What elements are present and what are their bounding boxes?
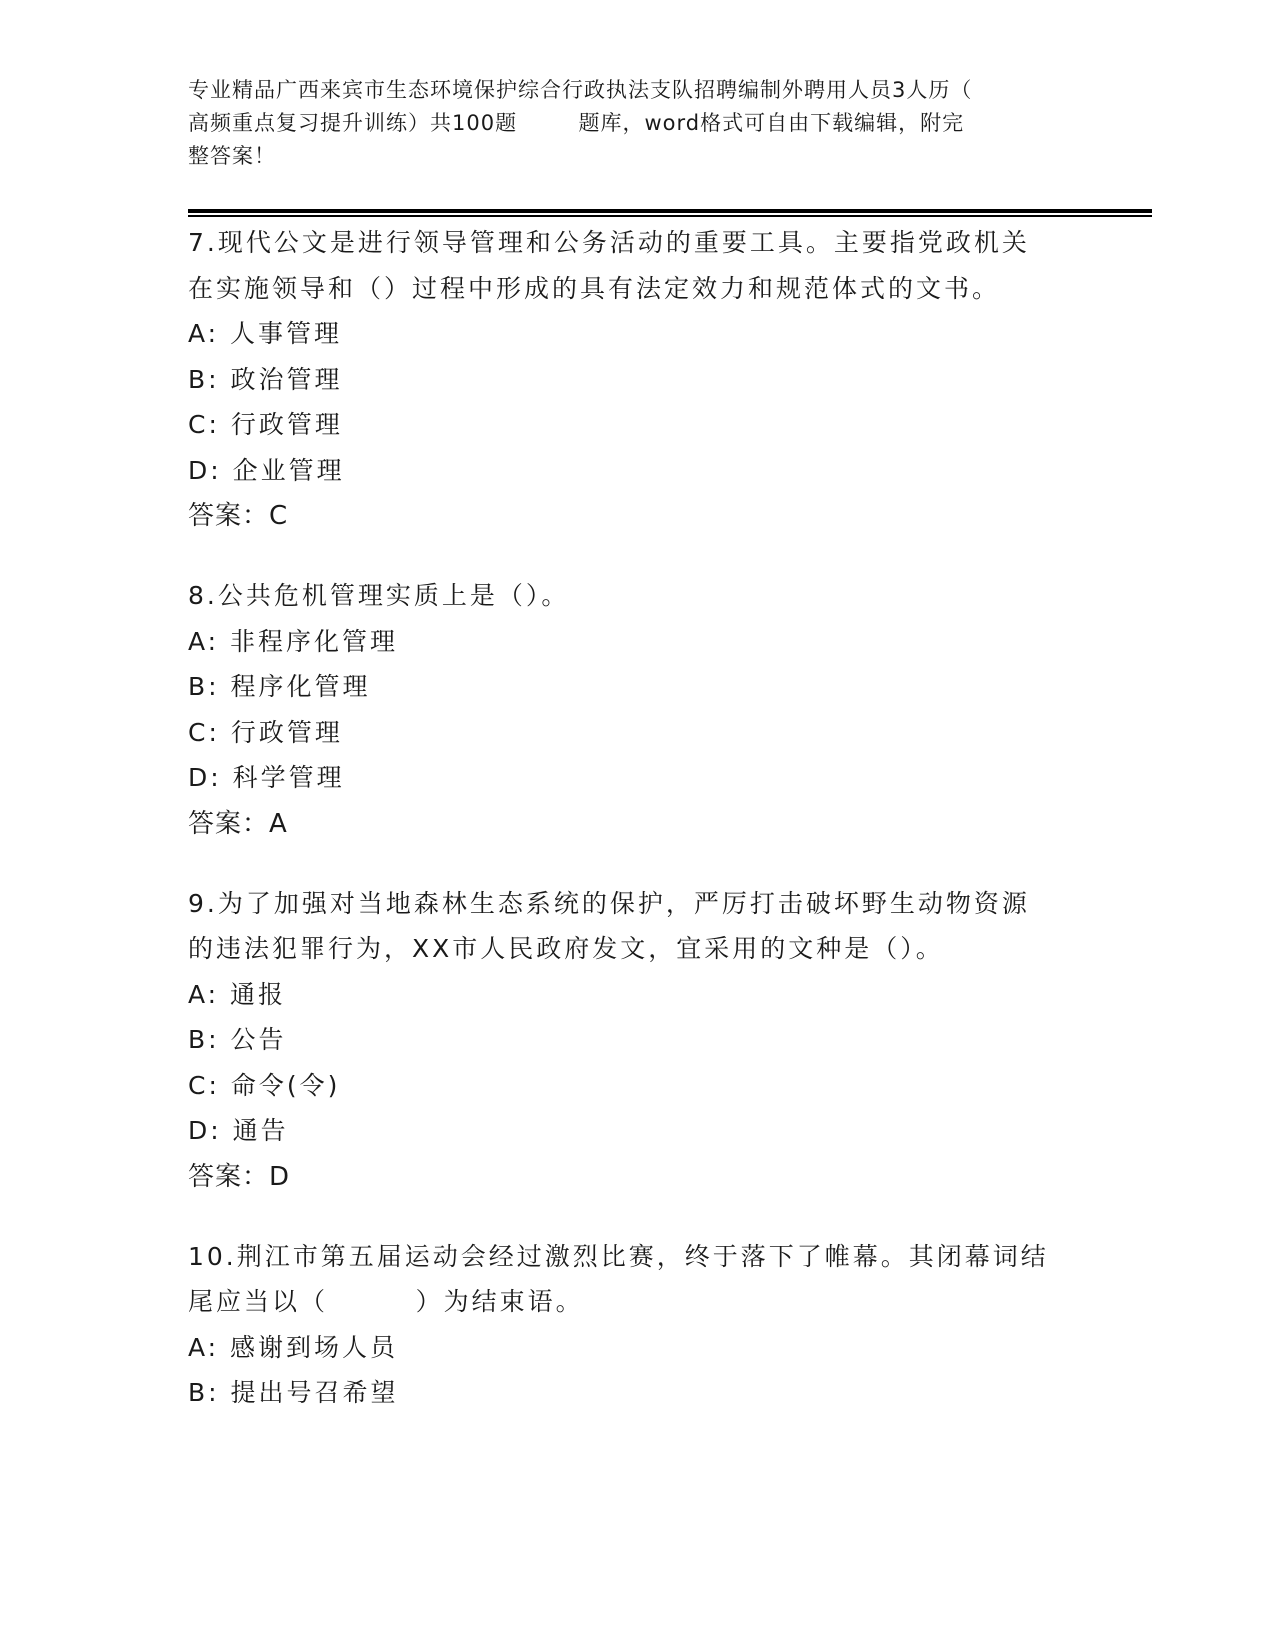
question-list — [188, 220, 1088, 1450]
option-a: A: 人事管理 — [188, 319, 343, 348]
option-b: B: 提出号召希望 — [188, 1378, 399, 1407]
answer-line: 答案：D — [188, 1161, 291, 1192]
option-a: A: 非程序化管理 — [188, 626, 399, 656]
option-c: C: 行政管理 — [188, 717, 343, 747]
option-a: A: 感谢到场人员 — [188, 1332, 399, 1362]
option-c: C: 命令(令) — [188, 1070, 341, 1100]
answer-line: 答案：C — [188, 501, 289, 531]
option-b: B: 程序化管理 — [188, 672, 371, 701]
header-line-3: 整答案！ — [188, 144, 276, 168]
question-text-line: 的违法犯罪行为，XX市人民政府发文，宜采用的文种是（）。 — [188, 934, 944, 963]
question-text-line: 9.为了加强对当地森林生态系统的保护，严厉打击破坏野生动物资源 — [188, 888, 1030, 918]
option-a: A: 通报 — [188, 979, 287, 1009]
option-d: D: 企业管理 — [188, 455, 345, 485]
answer-line: 答案：A — [188, 808, 288, 839]
option-d: D: 通告 — [188, 1116, 289, 1145]
option-b: B: 政治管理 — [188, 364, 343, 394]
question-10 — [188, 1234, 1088, 1416]
option-d: D: 科学管理 — [188, 763, 345, 792]
question-text-line: 尾应当以（ ）为结束语。 — [188, 1287, 584, 1316]
header-line-2: 高频重点复习提升训练）共100题 题库，word格式可自由下载编辑，附完 — [188, 111, 965, 135]
question-text-line: 在实施领导和（）过程中形成的具有法定效力和规范体式的文书。 — [188, 273, 1001, 303]
header-divider-thick — [188, 209, 1152, 213]
question-text-line: 8.公共危机管理实质上是（）。 — [188, 581, 570, 610]
question-7 — [188, 220, 1088, 539]
question-text-line: 10.荆江市第五届运动会经过激烈比赛，终于落下了帷幕。其闭幕词结 — [188, 1241, 1049, 1271]
question-9 — [188, 881, 1088, 1200]
option-c: C: 行政管理 — [188, 410, 343, 439]
header-line-1: 专业精品广西来宾市生态环境保护综合行政执法支队招聘编制外聘用人员3人历（ — [188, 78, 973, 102]
question-8 — [188, 573, 1088, 847]
question-text-line: 7.现代公文是进行领导管理和公务活动的重要工具。主要指党政机关 — [188, 228, 1030, 257]
document-header — [188, 74, 1088, 173]
option-b: B: 公告 — [188, 1025, 287, 1054]
header-divider-thin — [188, 215, 1152, 217]
